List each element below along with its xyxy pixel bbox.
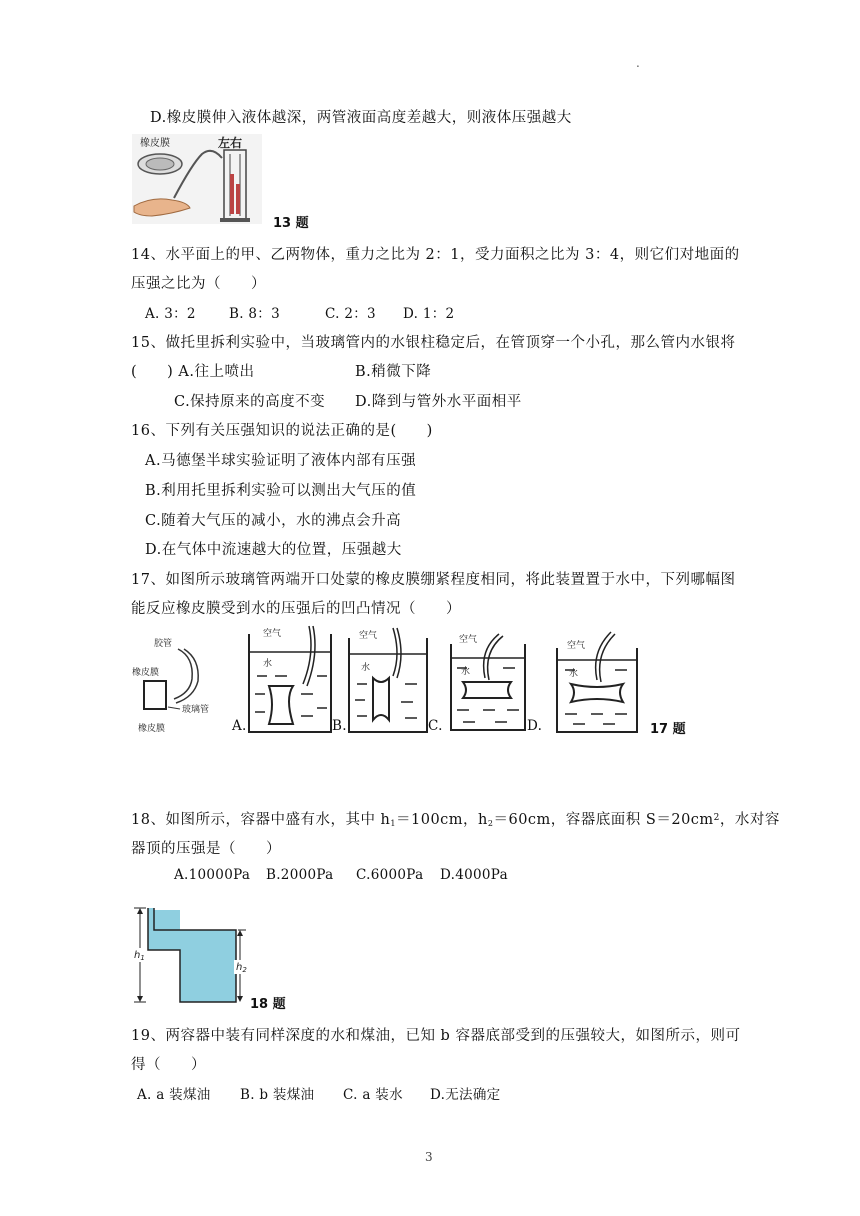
q17-letter-c: C. — [428, 718, 443, 734]
q14-option-b: B. 8：3 — [229, 306, 280, 322]
q19-option-b: B. b 装煤油 — [240, 1087, 315, 1103]
q18-fig-h2: h — [236, 962, 243, 973]
q19-option-c: C. a 装水 — [343, 1087, 403, 1103]
q16-option-a: A.马德堡半球实验证明了液体内部有压强 — [145, 453, 417, 469]
q19-option-d: D.无法确定 — [430, 1087, 501, 1103]
q17-letter-b: B. — [332, 718, 347, 734]
q19-option-a: A. a 装煤油 — [137, 1087, 211, 1103]
q17-option-d-figure — [553, 624, 641, 736]
q17-label-membrane-top: 橡皮膜 — [132, 668, 160, 678]
q14-option-c: C. 2：3 — [325, 306, 376, 322]
q18-caption: 18 题 — [250, 997, 286, 1012]
q16-option-d: D.在气体中流速越大的位置，压强越大 — [145, 542, 402, 558]
q18-option-b: B.2000Pa — [266, 867, 334, 883]
q18-line1: 18、如图所示，容器中盛有水，其中 $h_1=100cm$，$h_2=60cm$，容器底面积 $S=20cm^2$，水对容 — [131, 812, 780, 828]
page-number: 3 — [425, 1150, 433, 1164]
q18-option-a: A.10000Pa — [174, 867, 251, 883]
q17-label-rubber-tube: 胶管 — [154, 639, 173, 649]
q13-label-lr: 左右 — [218, 136, 243, 150]
q13-figure — [132, 134, 262, 224]
q15-option-c: C.保持原来的高度不变 — [174, 394, 326, 410]
q13-caption: 13 题 — [273, 216, 309, 231]
q18-fig-h1: h — [134, 950, 141, 961]
q15-line2-prefix: ( ) A.往上喷出 — [131, 364, 255, 380]
q17-a-air: 空气 — [263, 629, 282, 639]
q17-option-a-figure — [245, 624, 335, 736]
q19-line2: 得（ ） — [131, 1057, 206, 1073]
q17-option-b-figure — [345, 624, 433, 736]
q17-option-c-figure — [443, 624, 531, 736]
q19-line1: 19、两容器中装有同样深度的水和煤油，已知 b 容器底部受到的压强较大，如图所示，则可 — [131, 1028, 741, 1044]
q17-letter-a: A. — [232, 718, 247, 734]
q15-option-b: B.稍微下降 — [355, 364, 432, 380]
q17-caption: 17 题 — [650, 722, 686, 737]
q13-option-d: D.橡皮膜伸入液体越深，两管液面高度差越大，则液体压强越大 — [150, 110, 572, 126]
q17-label-membrane-bottom: 橡皮膜 — [138, 724, 166, 734]
q14-option-a: A. 3：2 — [145, 306, 196, 322]
q16-option-c: C.随着大气压的减小，水的沸点会升高 — [145, 513, 402, 529]
q15-option-d: D.降到与管外水平面相平 — [355, 394, 522, 410]
q13-label-membrane: 橡皮膜 — [140, 138, 170, 149]
q17-line1: 17、如图所示玻璃管两端开口处蒙的橡皮膜绷紧程度相同，将此装置置于水中，下列哪幅图 — [131, 572, 736, 588]
q17-letter-d: D. — [527, 718, 543, 734]
q18-fig-h1-sub: 1 — [140, 954, 145, 962]
q17-c-air: 空气 — [459, 635, 478, 645]
q18-line2: 器顶的压强是（ ） — [131, 841, 281, 857]
q18-option-c: C.6000Pa — [356, 867, 424, 883]
q17-d-water: 水 — [569, 669, 579, 679]
q14-option-d: D. 1：2 — [403, 306, 455, 322]
q18-container-figure — [128, 906, 250, 1006]
q17-line2: 能反应橡皮膜受到水的压强后的凹凸情况（ ） — [131, 601, 461, 617]
q14-line2: 压强之比为（ ） — [131, 276, 266, 292]
q17-label-glass-tube: 玻璃管 — [182, 705, 210, 715]
q16-stem: 16、下列有关压强知识的说法正确的是( ) — [131, 423, 433, 439]
q17-b-water: 水 — [361, 663, 371, 673]
q17-b-air: 空气 — [359, 631, 378, 641]
q17-reference-device — [132, 635, 232, 735]
page-dot: . — [636, 56, 640, 70]
q15-line1: 15、做托里拆利实验中，当玻璃管内的水银柱稳定后，在管顶穿一个小孔，那么管内水银将 — [131, 335, 736, 351]
q17-a-water: 水 — [263, 659, 273, 669]
q18-option-d: D.4000Pa — [440, 867, 508, 883]
q18-fig-h2-sub: 2 — [242, 966, 247, 974]
q17-d-air: 空气 — [567, 641, 586, 651]
q16-option-b: B.利用托里拆利实验可以测出大气压的值 — [145, 483, 417, 499]
q14-line1: 14、水平面上的甲、乙两物体，重力之比为 2：1，受力面积之比为 3：4，则它们对地面的 — [131, 247, 740, 263]
q17-c-water: 水 — [461, 667, 471, 677]
